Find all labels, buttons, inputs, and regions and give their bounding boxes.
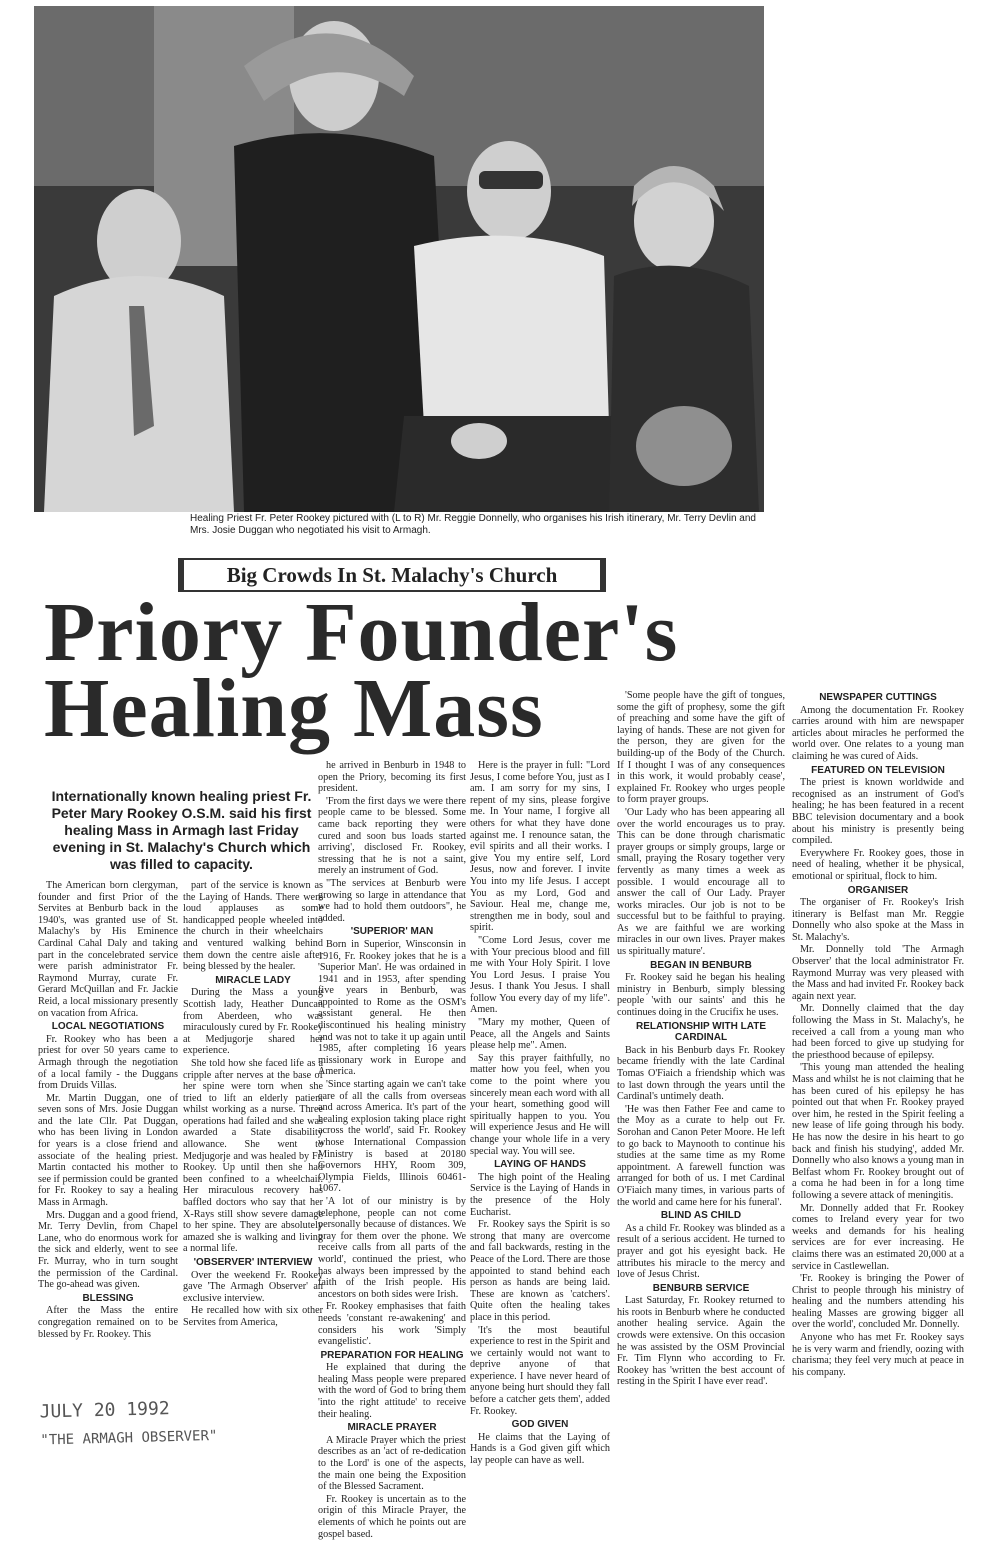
paragraph: After the Mass the entire congregation remained on to be blessed by Fr. Rookey. This [38,1305,178,1340]
paragraph: The high point of the Healing Service is the Laying of Hands in the presence of the Holy Eucharist. [470,1171,610,1218]
subheading: FEATURED ON TELEVISION [811,764,945,776]
paragraph: Born in Superior, Winsconsin in 1916, Fr. Rookey jokes that he is a 'Superior Man'. He was ordained in 1941 and in 1953, after spending five years in Benburb, was appointed to Rome as the OSM's assistant general. He then discontinued his healing ministry and was not to take it up again until 1985, after completing 16 years missionary work in Europe and America. [318,938,466,1078]
photo-caption: Healing Priest Fr. Peter Rookey pictured with (L to R) Mr. Reggie Donnelly, who organises his Irish itinerary, Mr. Terry Devlin and Mrs. Josie Duggan who negotiated his visit to Armagh. [190,513,756,536]
subheading: ORGANISER [847,884,909,896]
handwritten-paper-name: "THE ARMAGH OBSERVER" [40,1427,218,1449]
paragraph: "Mary my mother, Queen of Peace, all the Angels and Saints please help me". Amen. [470,1017,610,1052]
paragraph: 'From the first days we were there people came to be blessed. Some came back reporting they were cured and soon bus loads started arriving', disclosed Fr. Rookey, stressing that he is not a saint, merely an instrument of God. [318,795,466,877]
subheading: NEWSPAPER CUTTINGS [819,692,937,703]
article-column-2 [183,880,323,1340]
handwritten-note [39,1391,310,1454]
paragraph: 'Some people have the gift of tongues, some the gift of prophesy, some the gift of preaching and some have the gift of laying of hands. These are not given for the person, they are given for the building-up of the Body of the Church. If I thought I was of any consequences in this work, it would probably cease', explained Fr. Rookey who urges people to form prayer groups. [617,690,785,806]
article-column-3 [318,760,466,1540]
paragraph: 'Fr. Rookey is bringing the Power of Christ to people through his ministry of healing and the numbers attending his healing Masses are growing bigger all over the world', concluded Mr. Donnelly. [792,1273,964,1331]
paragraph: Back in his Benburb days Fr. Rookey became friendly with the late Cardinal Tomas O'Fiaich a friendship which was to last down through the years until the Cardinal's untimely death. [617,1044,785,1103]
paragraph: He claims that the Laying of Hands is a God given gift which lay people can have as well. [470,1431,610,1467]
paragraph: Fr. Rookey who has been a priest for over 50 years came to Armagh through the negotiation of a local family - the Duggans from Druids Villas. [38,1033,178,1092]
paragraph: Among the documentation Fr. Rookey carries around with him are newspaper articles about miracles he performed the world over. One relates to a young man claiming he was cured of Aids. [792,704,964,762]
paragraph: 'He was then Father Fee and came to the Moy as a curate to help out Fr. Sorohan and Canon Peter Moore. He left to go back to Maynooth to continue his studies at the same time as my Rome appointment. A farewell function was arranged for both of us. I met Cardinal O'Fiaich many times, in various parts of the world and came here for his funeral'. [617,1103,785,1208]
subheading: RELATIONSHIP WITH LATE CARDINAL [636,1020,766,1044]
subheading: BEGAN IN BENBURB [650,959,752,971]
standfirst: Internationally known healing priest Fr. Peter Mary Rookey O.S.M. said his first healing Mass in Armagh last Friday evening in St. Malachy's Church which was filled to capacity. [51,788,312,872]
article-column-4 [470,760,610,1467]
headline: Priory Founder's Healing Mass [44,586,679,755]
paragraph: he arrived in Benburb in 1948 to open the Priory, becoming its first president. [318,760,466,795]
subheading: MIRACLE PRAYER [347,1422,437,1434]
paragraph: part of the service is known as the Laying of Hands. There were loud applauses as some handicapped people wheeled into the church in their wheelchairs and ventured walking behind them down the centre aisle after being blessed by the healer. [183,880,323,973]
paragraph: 'Our Lady who has been appearing all over the world encourages us to pray. This can be done through charismatic prayer groups or simply groups, large or small, praying the Rosary together very fervently as many times a week as possible. I would encourage all to answer the call of Our Lady. Prayer works miracles. Our job is not to be successful but to be faithful to praying. As we are faithful we are working miracles in our own lives. Prayer makes us spiritually mature'. [617,806,785,958]
paragraph: Here is the prayer in full: "Lord Jesus, I come before You, just as I am. I am sorry for my sins, I repent of my sins, please forgive me. In Your name, I forgive all others for what they have done against me. I renounce satan, the evil spirits and all their works. I give You my entire self, Lord Jesus, now and forever. I invite You into my life Jesus. I accept You as my Lord, God and Saviour. Heal me, change me, strengthen me in body, soul and spirit. [470,760,610,934]
handwritten-date: JULY 20 1992 [39,1398,170,1423]
paragraph: 'Since starting again we can't take care of all the calls from overseas and across America. It's part of the healing explosion taking place right across the world', said Fr. Rookey whose International Compassion Ministry is based at 20180 Governors HHY, Room 309, Olympia Fields, Illinois 60461-1067. [318,1079,466,1195]
paragraph: Fr. Rookey said he began his healing ministry in Benburb, simply blessing people 'with our saints' and this he continues doing in the Crucifix he uses. [617,972,785,1019]
paragraph: Fr. Rookey is uncertain as to the origin of this Miracle Prayer, the elements of which he points out are gospel based. [318,1493,466,1540]
news-photo [34,6,764,512]
paragraph: As a child Fr. Rookey was blinded as a result of a serious accident. He turned to prayer and got his eyesight back. He attributes his miracle to the mercy and love of Jesus Christ. [617,1222,785,1281]
subheading: PREPARATION FOR HEALING [320,1349,464,1361]
paragraph: He explained that during the healing Mass people were prepared with the word of God to bring them 'into the right attitude' to receive their healing. [318,1362,466,1420]
subheading: GOD GIVEN [511,1419,569,1431]
paragraph: Over the weekend Fr. Rookey gave 'The Armagh Observer' an exclusive interview. [183,1269,323,1304]
paragraph: "Come Lord Jesus, cover me with Your precious blood and fill me with Your Holy Spirit. I love You Lord Jesus. I praise You Jesus. I thank You Jesus. I shall follow You every day of my life". Amen. [470,934,610,1016]
subheading: BENBURB SERVICE [652,1282,750,1294]
subheading: LAYING OF HANDS [494,1159,586,1171]
subheading: 'OBSERVER' INTERVIEW [193,1257,313,1268]
paragraph: Everywhere Fr. Rookey goes, those in need of healing, whether it be physical, emotional or spiritual, flock to him. [792,847,964,882]
paragraph: A Miracle Prayer which the priest describes as an 'act of re-dedication to the Lord' is one of the aspects, the main one being the Exposition of the Blessed Sacrament. [318,1434,466,1493]
paragraph: Fr. Rookey emphasises that faith needs 'constant re-awakening' and considers his work 'Simply evangelistic'. [318,1301,466,1348]
paragraph: The priest is known worldwide and recognised as an instrument of God's healing; he has been featured in a recent BBC television documentary and a book about his ministry is presently being compiled. [792,777,964,847]
paragraph: Mr. Donnelly told 'The Armagh Observer' that the local administrator Fr. Raymond Murray was very pleased with the Mass and had invited Fr. Rookey back again next year. [792,944,964,1002]
paragraph: Mr. Martin Duggan, one of seven sons of Mrs. Josie Duggan and the late Cllr. Pat Duggan, who has been living in London for years is a close friend and associate of the healing priest. Martin contacted his mother to see if permission could be granted for Fr. Rookey to say a healing Mass in Armagh. [38,1092,178,1209]
paragraph: Mr. Donnelly added that Fr. Rookey comes to Ireland every year for two weeks and demands for his healing services are for ever increasing. He claims there was an estimated 20,000 at a service in Castlewellan. [792,1202,964,1272]
paragraph: Anyone who has met Fr. Rookey says he is very warm and friendly, oozing with charisma; they feel very much at peace in his company. [792,1332,964,1378]
subheading: BLIND AS CHILD [660,1210,742,1222]
subheading: BLESSING [82,1292,134,1304]
paragraph: Say this prayer faithfully, no matter how you feel, when you come to the point where you sincerely mean each word with all your heart, something good will spiritually happen to you. You will experience Jesus and He will change your whole life in a very special way. You will see. [470,1052,610,1157]
paragraph: Last Saturday, Fr. Rookey returned to his roots in Benburb where he conducted another healing service. Again the crowds were extensive. On this occasion he was assisted by the OSM Provincial Fr. Tim Flynn who according to Fr. Rookey has 'written the best account of resting in the Spirit I have ever read'. [617,1295,785,1388]
paragraph: 'A lot of our ministry is by telephone, people can not come personally because of distances. We pray for them over the phone. We receive calls from all parts of the world', continued the priest, who has always been impressed by the faith of the Irish people. His ancestors on both sides were Irish. [318,1195,466,1300]
paragraph: Fr. Rookey says the Spirit is so strong that many are overcome and fall backwards, resting in the Peace of the Lord. There are those appointed to stand behind each person as hands are being laid. These are known as 'catchers'. Quite often the healing takes place in this period. [470,1219,610,1323]
paragraph: 'This young man attended the healing Mass and whilst he is not claiming that he has been cured of his epilepsy he has pointed out that when Fr. Rookey prayed over him, he rested in the Spirit feeling a new lease of life going through his body. He has now the desire in his heart to go back and finish his studying', added Mr. Donnelly who also knows a young man in Belfast whom Fr. Rookey brought out of a coma he had been in for a long time following a severe attack of meningitis. [792,1062,964,1201]
paragraph: Mrs. Duggan and a good friend, Mr. Terry Devlin, from Chapel Lane, who do enormous work for the sick and elderly, went to see Fr. Murray, who in turn sought the permission of the Cardinal. The go-ahead was given. [38,1209,178,1291]
article-column-6 [792,690,964,1540]
paragraph: He recalled how with six other Servites from America, [183,1305,323,1328]
photo-people-illustration [34,6,764,512]
paragraph: "The services at Benburb were growing so large in attendance that we had to hold them outdoors", he added. [318,877,466,924]
subheading: LOCAL NEGOTIATIONS [51,1021,165,1033]
subheading: MIRACLE LADY [215,974,291,986]
paragraph: 'It's the most beautiful experience to rest in the Spirit and we certainly would not want to deprive anyone of that experience. I have never heard of anyone being hurt should they fall before a catcher gets them', added Fr. Rookey. [470,1324,610,1417]
kicker-banner: Big Crowds In St. Malachy's Church [178,558,606,592]
paragraph: Mr. Donnelly claimed that the day following the Mass in St. Malachy's, he received a call from a young man who had been forced to give up studying for the priesthood because of epilepsy. [792,1003,964,1061]
article-column-1 [38,880,178,1345]
subheading: 'SUPERIOR' MAN [350,926,434,938]
article-column-5 [617,690,785,1490]
paragraph: During the Mass a young Scottish lady, Heather Duncan from Aberdeen, who was miraculously cured by Fr. Rookey at Medjugorje shared her experience. [183,987,323,1057]
paragraph: The organiser of Fr. Rookey's Irish itinerary is Belfast man Mr. Reggie Donnelly who also spoke at the Mass in St. Malachy's. [792,897,964,943]
paragraph: She told how she faced life as a cripple after nerves at the base of her spine were torn when she tried to lift an elderly patient whilst working as a nurse. Three operations had failed and she was awarded a State disability allowance. She went to Medjugorje and was healed by Fr. Rookey. Up until then she had been confined to a wheelchair. Her miraculous recovery has baffled doctors who say that her X-Rays still show severe damage to her spine. They are absolutely amazed she is walking and living a normal life. [183,1057,323,1255]
paragraph: The American born clergyman, founder and first Prior of the Servites at Benburb back in the 1940's, was granted use of St. Malachy's by His Eminence Cardinal Cahal Daly and taking part in the concelebrated service were parish administrator Fr. Raymond Murray, curate Fr. Gerard McQuillan and Fr. Jackie Reid, a local missionary presently on vacation from Africa. [38,880,178,1019]
